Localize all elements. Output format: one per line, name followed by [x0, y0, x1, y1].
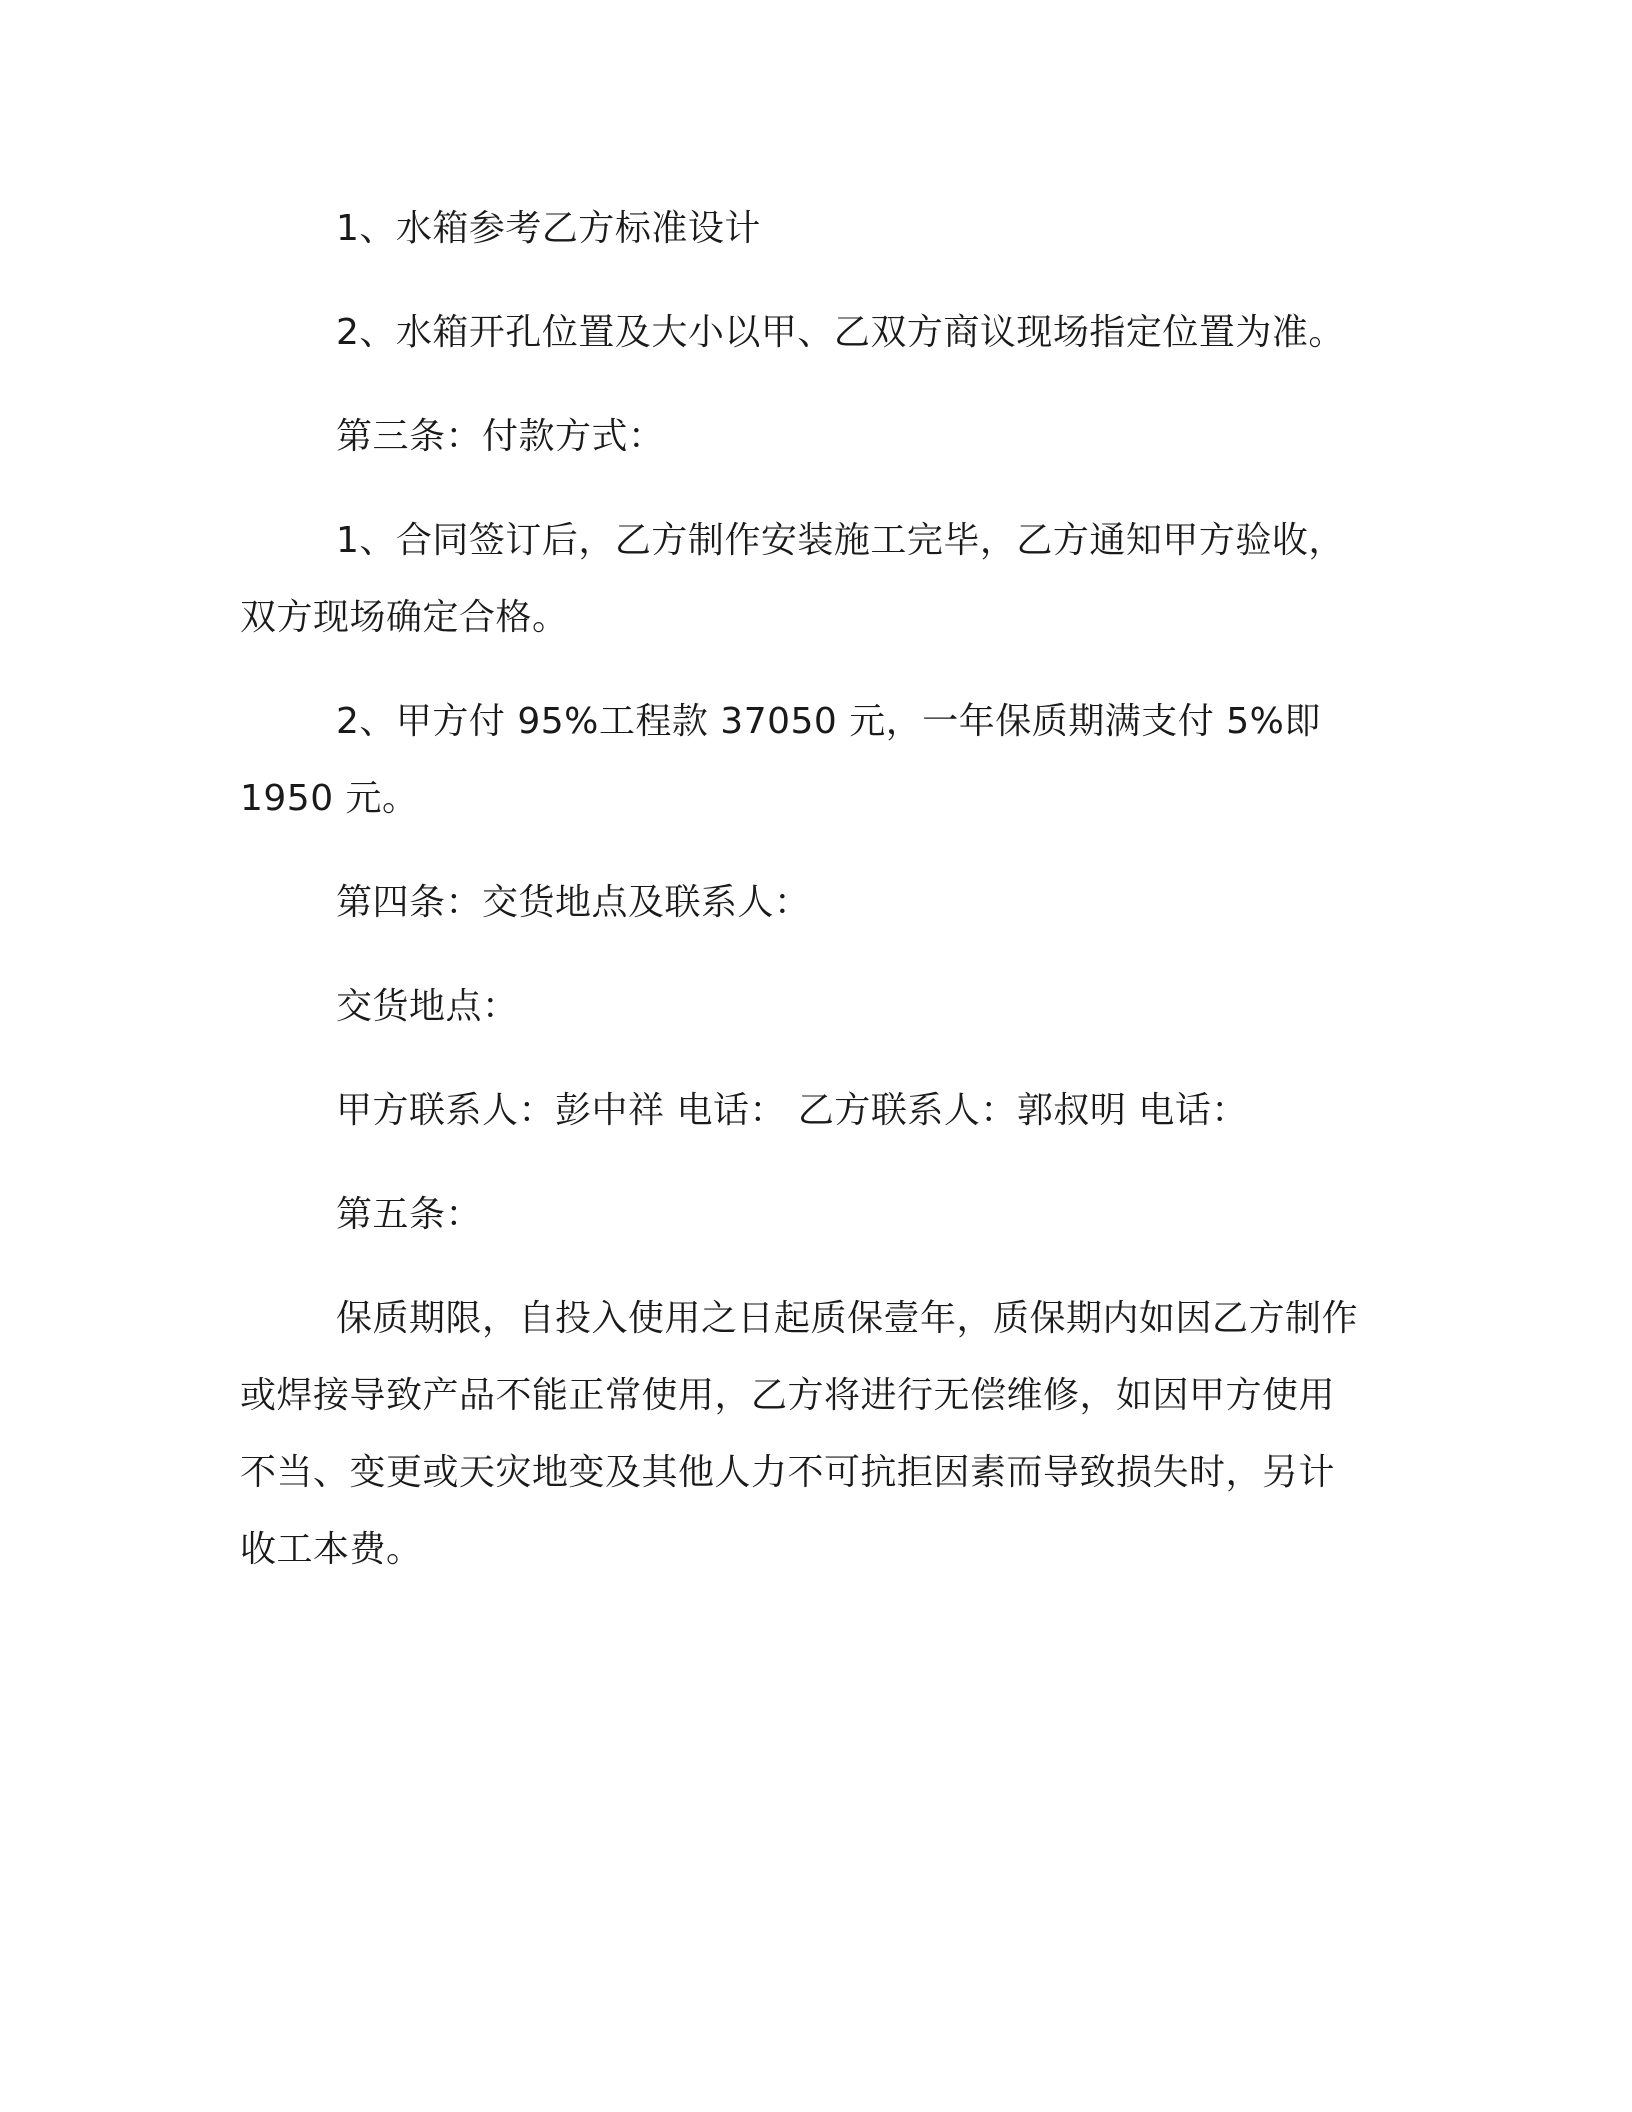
article-four-heading: 第四条：交货地点及联系人：: [336, 882, 811, 923]
contact-persons: 甲方联系人：彭中祥 电话： 乙方联系人：郭叔明 电话：: [336, 1090, 1248, 1131]
payment-clause-1: 1、合同签订后，乙方制作安装施工完毕，乙方通知甲方验收，双方现场确定合格。: [240, 520, 1345, 638]
warranty-clause: 保质期限，自投入使用之日起质保壹年，质保期内如因乙方制作或焊接导致产品不能正常使用，乙方将进行无偿维修，如因甲方使用不当、变更或天灾地变及其他人力不可抗拒因素而导致损失时，另计收工本费。: [240, 1298, 1359, 1570]
delivery-location: 交货地点：: [336, 986, 519, 1027]
clause-water-tank-opening: 2、水箱开孔位置及大小以甲、乙双方商议现场指定位置为准。: [336, 312, 1345, 353]
article-three-heading: 第三条：付款方式：: [336, 416, 665, 457]
payment-clause-2: 2、甲方付 95%工程款 37050 元，一年保质期满支付 5%即 1950 元。: [240, 701, 1321, 819]
clause-water-tank-design: 1、水箱参考乙方标准设计: [336, 208, 761, 249]
article-five-heading: 第五条：: [336, 1194, 483, 1235]
document-body: [240, 190, 1370, 1615]
